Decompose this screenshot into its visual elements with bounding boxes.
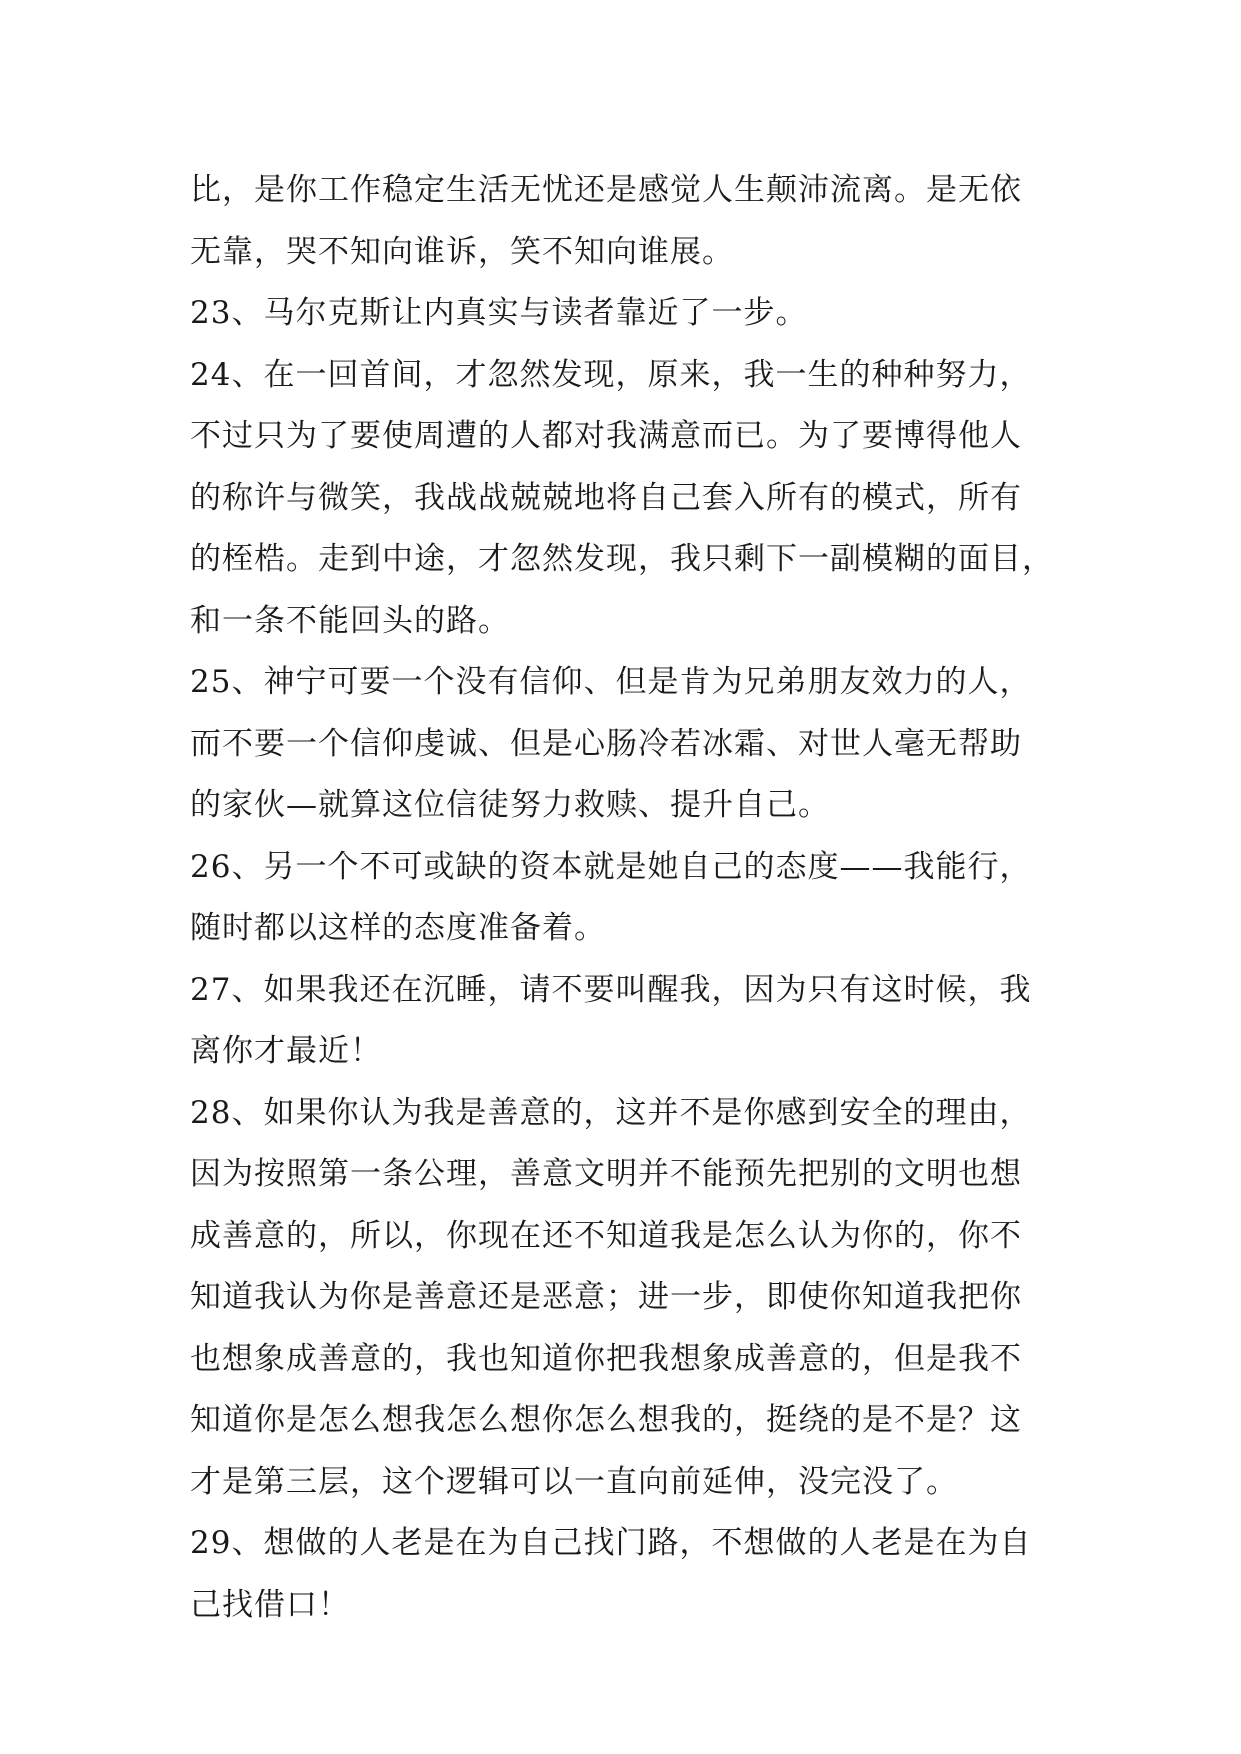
text-line: 27、如果我还在沉睡，请不要叫醒我，因为只有这时候，我 <box>190 971 1032 1008</box>
text-line: 因为按照第一条公理，善意文明并不能预先把别的文明也想 <box>190 1156 1022 1192</box>
text-line: 24、在一回首间，才忽然发现，原来，我一生的种种努力， <box>190 356 1032 393</box>
text-line: 随时都以这样的态度准备着。 <box>190 910 606 946</box>
text-line: 离你才最近！ <box>190 1033 382 1069</box>
text-line: 不过只为了要使周遭的人都对我满意而已。为了要博得他人 <box>190 418 1022 454</box>
paragraph-29 <box>190 1513 1070 1636</box>
text-line: 26、另一个不可或缺的资本就是她自己的态度——我能行， <box>190 848 1032 885</box>
paragraph-25 <box>190 652 1070 837</box>
text-line: 比，是你工作稳定生活无忧还是感觉人生颠沛流离。是无依 <box>190 172 1022 208</box>
text-line: 的称许与微笑，我战战兢兢地将自己套入所有的模式，所有 <box>190 479 1022 516</box>
paragraph-22-continued <box>190 160 1070 283</box>
document-page <box>190 160 1070 1636</box>
text-line: 的桎梏。走到中途，才忽然发现，我只剩下一副模糊的面目， <box>190 541 1054 577</box>
text-line: 的家伙—就算这位信徒努力救赎、提升自己。 <box>190 787 830 823</box>
paragraph-24 <box>190 345 1070 653</box>
paragraph-28 <box>190 1083 1070 1514</box>
paragraph-26 <box>190 837 1070 960</box>
text-line: 己找借口！ <box>190 1586 350 1623</box>
text-line: 29、想做的人老是在为自己找门路，不想做的人老是在为自 <box>190 1525 1032 1561</box>
text-line: 和一条不能回头的路。 <box>190 602 510 639</box>
paragraph-27 <box>190 960 1070 1083</box>
text-line: 而不要一个信仰虔诚、但是心肠冷若冰霜、对世人毫无帮助 <box>190 725 1022 762</box>
text-line: 无靠，哭不知向谁诉，笑不知向谁展。 <box>190 233 734 270</box>
text-line: 成善意的，所以，你现在还不知道我是怎么认为你的，你不 <box>190 1217 1022 1254</box>
paragraph-23 <box>190 283 1070 345</box>
text-line: 知道我认为你是善意还是恶意；进一步，即使你知道我把你 <box>190 1279 1022 1315</box>
text-line: 23、马尔克斯让内真实与读者靠近了一步。 <box>190 295 808 331</box>
text-line: 28、如果你认为我是善意的，这并不是你感到安全的理由， <box>190 1094 1032 1131</box>
text-line: 25、神宁可要一个没有信仰、但是肯为兄弟朋友效力的人， <box>190 664 1032 700</box>
text-line: 也想象成善意的，我也知道你把我想象成善意的，但是我不 <box>190 1340 1022 1377</box>
text-line: 知道你是怎么想我怎么想你怎么想我的，挺绕的是不是？这 <box>190 1402 1022 1438</box>
text-line: 才是第三层，这个逻辑可以一直向前延伸，没完没了。 <box>190 1463 958 1500</box>
